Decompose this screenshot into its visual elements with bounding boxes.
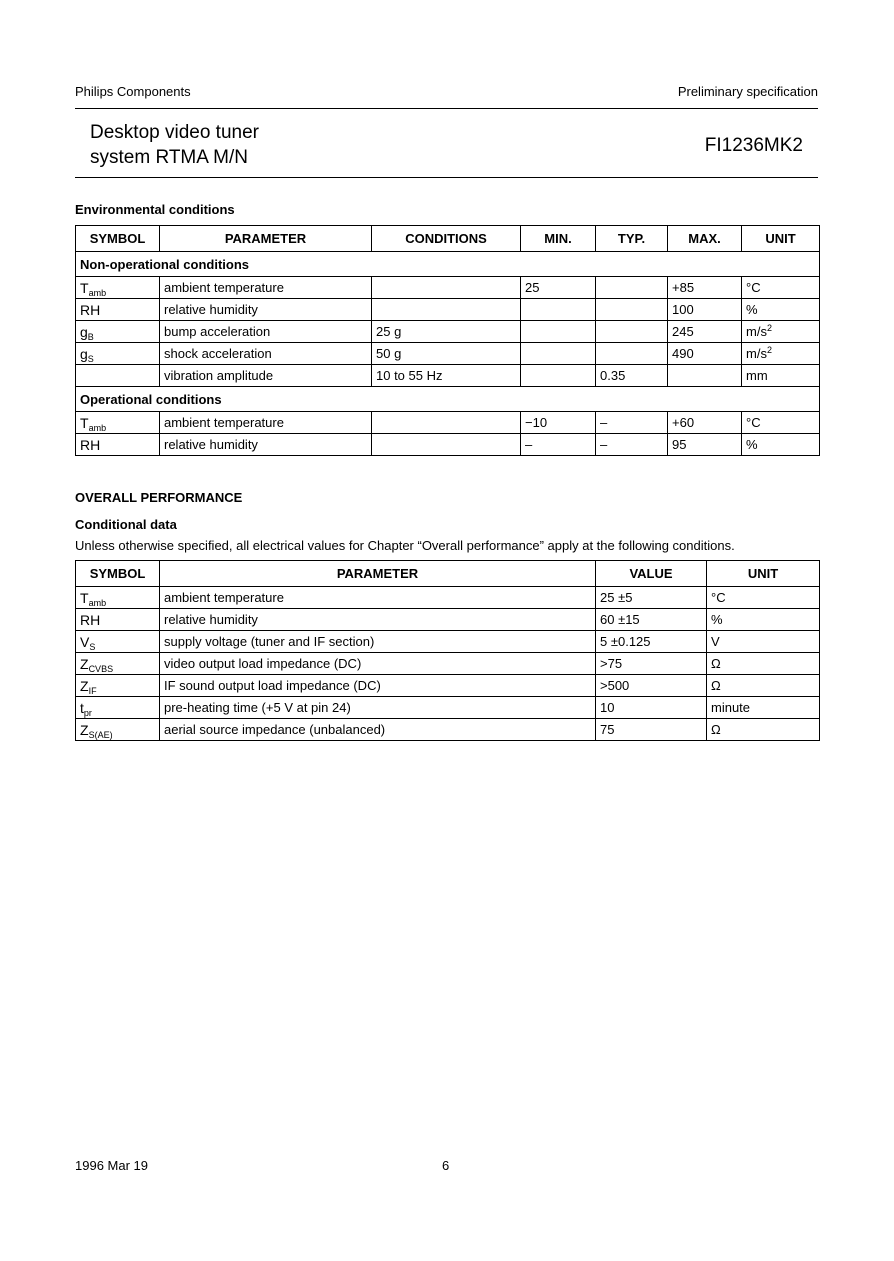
unit-cell [742,343,820,365]
parameter-cell: video output load impedance (DC) [160,653,596,675]
max-cell: 100 [668,299,742,321]
table-row [76,277,820,299]
table-row [76,609,820,631]
table-row [76,719,820,741]
symbol-cell [76,412,160,434]
symbol-cell [76,299,160,321]
unit-cell [742,321,820,343]
table-row [76,653,820,675]
typ-cell [596,299,668,321]
symbol-cell [76,631,160,653]
symbol-cell [76,277,160,299]
typ-cell [596,277,668,299]
symbol-cell [76,434,160,456]
symbol-text: g [80,345,88,362]
doc-title-line1: Desktop video tuner [90,122,259,143]
unit-text: °C [746,280,761,295]
symbol-cell [76,653,160,675]
symbol-subscript: amb [88,422,107,433]
parameter-cell: supply voltage (tuner and IF section) [160,631,596,653]
page-number: 6 [442,1158,450,1173]
symbol-cell [76,321,160,343]
symbol-cell [76,609,160,631]
table-row [76,434,820,456]
group-nonoperational: Non-operational conditions [76,252,820,277]
symbol-cell [76,365,160,387]
symbol-text: Z [80,677,89,694]
max-cell: +60 [668,412,742,434]
table-row [76,299,820,321]
symbol-cell [76,697,160,719]
table-row [76,412,820,434]
col-min: MIN. [521,226,596,252]
conditions-cell [372,299,521,321]
doc-title-line2: system RTMA M/N [90,147,248,168]
max-cell [668,365,742,387]
parameter-cell: relative humidity [160,299,372,321]
group-operational: Operational conditions [76,387,820,412]
header-rule-bottom [75,177,818,178]
max-cell: 245 [668,321,742,343]
conditions-cell [372,434,521,456]
symbol-text: t [80,699,84,716]
unit-text: mm [746,368,768,383]
symbol-subscript: S(AE) [88,729,113,740]
typ-cell [596,343,668,365]
table-row [76,365,820,387]
symbol-text: T [80,279,89,296]
min-cell [521,299,596,321]
group-row [76,252,820,277]
unit-text: m/s [746,346,767,361]
environmental-table [75,225,820,456]
typ-cell: – [596,412,668,434]
parameter-cell: relative humidity [160,434,372,456]
symbol-cell [76,675,160,697]
unit-text: °C [746,415,761,430]
table-row [76,631,820,653]
parameter-cell: ambient temperature [160,277,372,299]
perf-subheading: Conditional data [75,517,177,532]
group-row [76,387,820,412]
header-rule-top [75,108,818,109]
symbol-subscript: amb [88,287,107,298]
unit-cell: °C [707,587,820,609]
value-cell: >500 [596,675,707,697]
unit-cell: Ω [707,653,820,675]
unit-cell: V [707,631,820,653]
symbol-text: V [80,633,90,650]
unit-cell [742,412,820,434]
performance-table [75,560,820,741]
parameter-cell: relative humidity [160,609,596,631]
col-unit: UNIT [742,226,820,252]
max-cell: +85 [668,277,742,299]
col-parameter: PARAMETER [160,226,372,252]
symbol-cell [76,719,160,741]
unit-superscript: 2 [766,323,772,333]
symbol-text: T [80,589,89,606]
value-cell: 5 ±0.125 [596,631,707,653]
doc-title [90,120,259,170]
parameter-cell: pre-heating time (+5 V at pin 24) [160,697,596,719]
table-row [76,343,820,365]
parameter-cell: bump acceleration [160,321,372,343]
unit-cell: % [707,609,820,631]
symbol-text: RH [80,611,101,628]
unit-text: % [746,437,758,452]
value-cell: 60 ±15 [596,609,707,631]
max-cell: 95 [668,434,742,456]
col-parameter: PARAMETER [160,561,596,587]
document-type: Preliminary specification [677,84,818,99]
conditions-cell: 25 g [372,321,521,343]
part-number: FI1236MK2 [704,135,803,156]
value-cell: >75 [596,653,707,675]
min-cell: – [521,434,596,456]
unit-cell [742,434,820,456]
min-cell [521,343,596,365]
table-row [76,697,820,719]
col-typ: TYP. [596,226,668,252]
conditions-cell: 50 g [372,343,521,365]
symbol-subscript: S [87,353,94,364]
typ-cell: – [596,434,668,456]
symbol-text: T [80,414,89,431]
perf-intro: Unless otherwise specified, all electrical values for Chapter “Overall performance” apply at the following conditions. [75,538,735,553]
env-heading: Environmental conditions [75,202,235,217]
perf-header-row [76,561,820,587]
parameter-cell: IF sound output load impedance (DC) [160,675,596,697]
symbol-text: RH [80,301,101,318]
max-cell: 490 [668,343,742,365]
conditions-cell [372,412,521,434]
symbol-subscript: CVBS [88,663,114,674]
parameter-cell: vibration amplitude [160,365,372,387]
unit-cell [742,365,820,387]
parameter-cell: ambient temperature [160,412,372,434]
table-row [76,675,820,697]
unit-superscript: 2 [766,345,772,355]
footer-date: 1996 Mar 19 [75,1158,148,1173]
symbol-text: Z [80,721,89,738]
company-name: Philips Components [75,84,191,99]
table-row [76,587,820,609]
min-cell [521,365,596,387]
symbol-text: RH [80,436,101,453]
col-value: VALUE [596,561,707,587]
parameter-cell: shock acceleration [160,343,372,365]
unit-cell [742,277,820,299]
symbol-text: Z [80,655,89,672]
perf-heading: OVERALL PERFORMANCE [75,490,243,505]
table-row [76,321,820,343]
symbol-subscript: amb [88,597,107,608]
min-cell: 25 [521,277,596,299]
env-header-row [76,226,820,252]
unit-cell: Ω [707,675,820,697]
symbol-subscript: pr [83,707,92,718]
unit-text: m/s [746,324,767,339]
min-cell: −10 [521,412,596,434]
symbol-subscript: S [89,641,96,652]
value-cell: 25 ±5 [596,587,707,609]
typ-cell [596,321,668,343]
symbol-cell [76,587,160,609]
symbol-subscript: IF [88,685,97,696]
unit-cell: Ω [707,719,820,741]
unit-cell [742,299,820,321]
col-symbol: SYMBOL [76,226,160,252]
col-symbol: SYMBOL [76,561,160,587]
col-conditions: CONDITIONS [372,226,521,252]
col-unit: UNIT [707,561,820,587]
conditions-cell: 10 to 55 Hz [372,365,521,387]
symbol-cell [76,343,160,365]
value-cell: 75 [596,719,707,741]
value-cell: 10 [596,697,707,719]
conditions-cell [372,277,521,299]
symbol-text: g [80,323,88,340]
unit-text: % [746,302,758,317]
min-cell [521,321,596,343]
symbol-subscript: B [87,331,94,342]
parameter-cell: ambient temperature [160,587,596,609]
parameter-cell: aerial source impedance (unbalanced) [160,719,596,741]
col-max: MAX. [668,226,742,252]
typ-cell: 0.35 [596,365,668,387]
unit-cell: minute [707,697,820,719]
